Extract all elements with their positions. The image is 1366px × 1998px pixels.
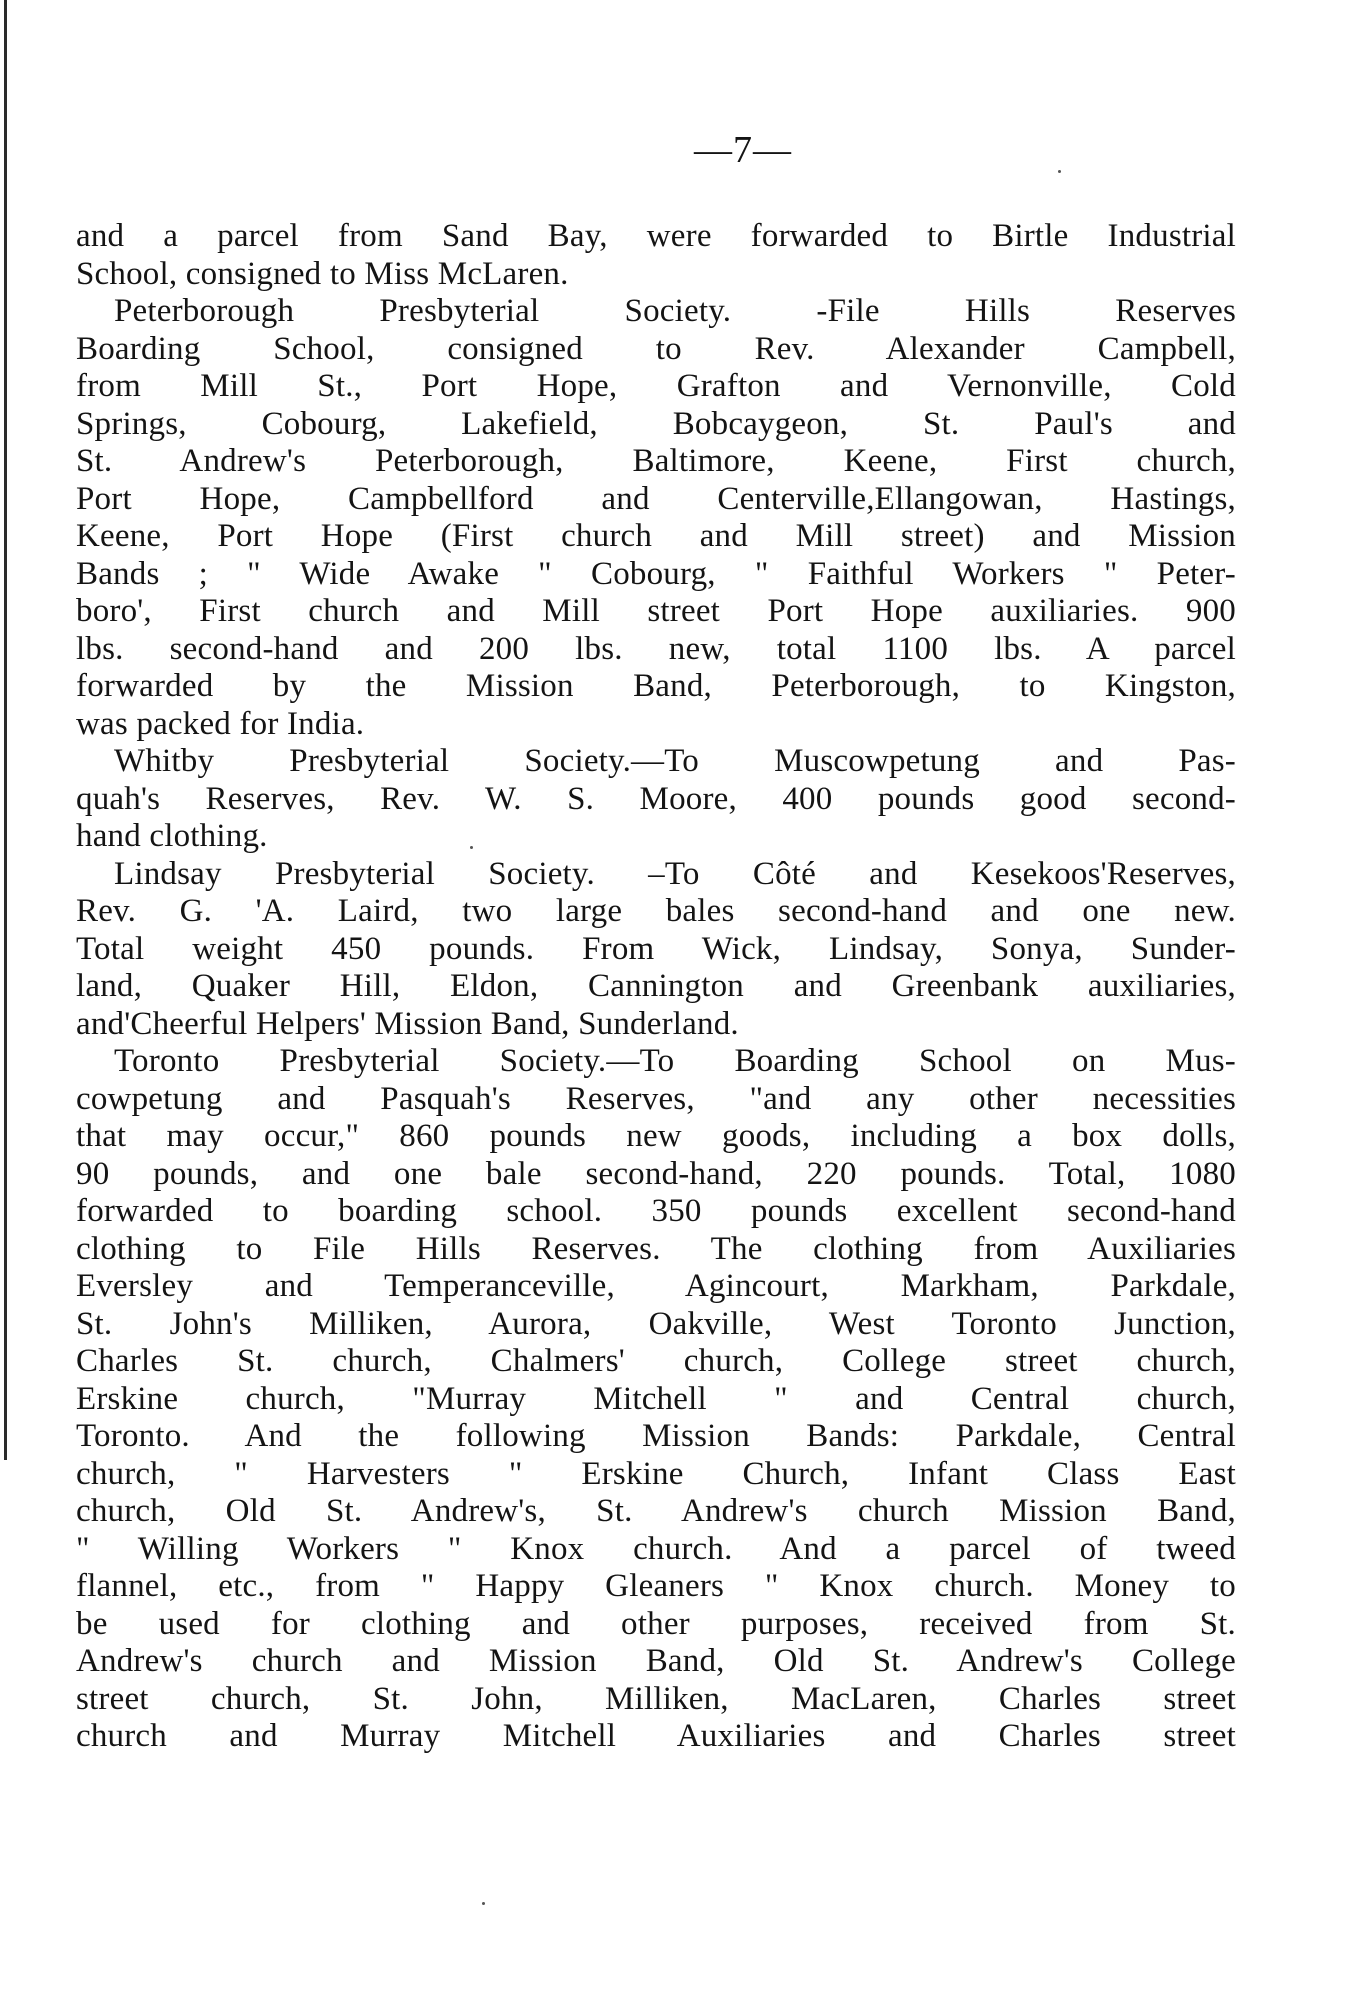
page-number: —7— [694,129,792,171]
text-line: cowpetung and Pasquah's Reserves, "and any other necessities [76,1080,1236,1117]
scan-speck [470,846,473,849]
text-line: and'Cheerful Helpers' Mission Band, Sunderland. [76,1005,739,1042]
text-line: forwarded by the Mission Band, Peterborough, to Kingston, [76,668,1236,704]
text-line: boro', First church and Mill street Port Hope auxiliaries. 900 [76,593,1236,629]
text-line: hand clothing. [76,818,268,854]
text-line: lbs. second-hand and 200 lbs. new, total 1100 lbs. A parcel [76,630,1236,667]
text-line: Bands ; " Wide Awake " Cobourg, " Faithful Workers " Peter- [76,555,1236,592]
text-line: land, Quaker Hill, Eldon, Cannington and Greenbank auxiliaries, [76,968,1236,1004]
text-line: St. Andrew's Peterborough, Baltimore, Keene, First church, [76,443,1236,479]
text-line: 90 pounds, and one bale second-hand, 220 pounds. Total, 1080 [76,1155,1236,1192]
text-line: Whitby Presbyterial Society.—To Muscowpetung and Pas- [114,743,1236,779]
text-line: Andrew's church and Mission Band, Old St. Andrew's College [76,1643,1236,1679]
text-line: be used for clothing and other purposes, received from St. [76,1605,1236,1642]
text-line: Eversley and Temperanceville, Agincourt, Markham, Parkdale, [76,1268,1236,1304]
text-line: St. John's Milliken, Aurora, Oakville, West Toronto Junction, [76,1305,1236,1342]
text-line: quah's Reserves, Rev. W. S. Moore, 400 pounds good second- [76,780,1236,817]
text-line: was packed for India. [76,705,365,742]
text-line: church, " Harvesters " Erskine Church, Infant Class East [76,1455,1236,1492]
text-line: Toronto. And the following Mission Bands: Parkdale, Central [76,1418,1236,1454]
text-line: and a parcel from Sand Bay, were forwarded to Birtle Industrial [76,218,1236,254]
body-text [76,218,1236,1756]
text-line: School, consigned to Miss McLaren. [76,255,569,292]
text-line: from Mill St., Port Hope, Grafton and Vernonville, Cold [76,368,1236,404]
text-line: Boarding School, consigned to Rev. Alexander Campbell, [76,330,1236,367]
text-line: church, Old St. Andrew's, St. Andrew's church Mission Band, [76,1493,1236,1529]
text-line: Erskine church, "Murray Mitchell " and Central church, [76,1380,1236,1417]
scan-speck [1058,170,1061,173]
text-line: Springs, Cobourg, Lakefield, Bobcaygeon, St. Paul's and [76,405,1236,442]
text-line: Charles St. church, Chalmers' church, College street church, [76,1343,1236,1379]
scan-speck [482,1902,485,1905]
text-line: Peterborough Presbyterial Society. -File Hills Reserves [114,293,1236,329]
text-line: clothing to File Hills Reserves. The clothing from Auxiliaries [76,1230,1236,1267]
text-line: Port Hope, Campbellford and Centerville,Ellangowan, Hastings, [76,480,1236,517]
text-line: street church, St. John, Milliken, MacLaren, Charles street [76,1680,1236,1717]
text-line: flannel, etc., from " Happy Gleaners " Knox church. Money to [76,1568,1236,1604]
text-line: " Willing Workers " Knox church. And a parcel of tweed [76,1530,1236,1567]
text-line: Keene, Port Hope (First church and Mill street) and Mission [76,518,1236,554]
text-line: Rev. G. 'A. Laird, two large bales second-hand and one new. [76,893,1236,929]
text-line: forwarded to boarding school. 350 pounds excellent second-hand [76,1193,1236,1229]
scan-edge-line [4,0,7,1460]
text-line: Toronto Presbyterial Society.—To Boarding School on Mus- [114,1043,1236,1079]
text-line: that may occur," 860 pounds new goods, including a box dolls, [76,1118,1236,1154]
text-line: church and Murray Mitchell Auxiliaries and Charles street [76,1718,1236,1754]
text-line: Total weight 450 pounds. From Wick, Lindsay, Sonya, Sunder- [76,930,1236,967]
text-line: Lindsay Presbyterial Society. –To Côté and Kesekoos'Reserves, [114,855,1236,892]
